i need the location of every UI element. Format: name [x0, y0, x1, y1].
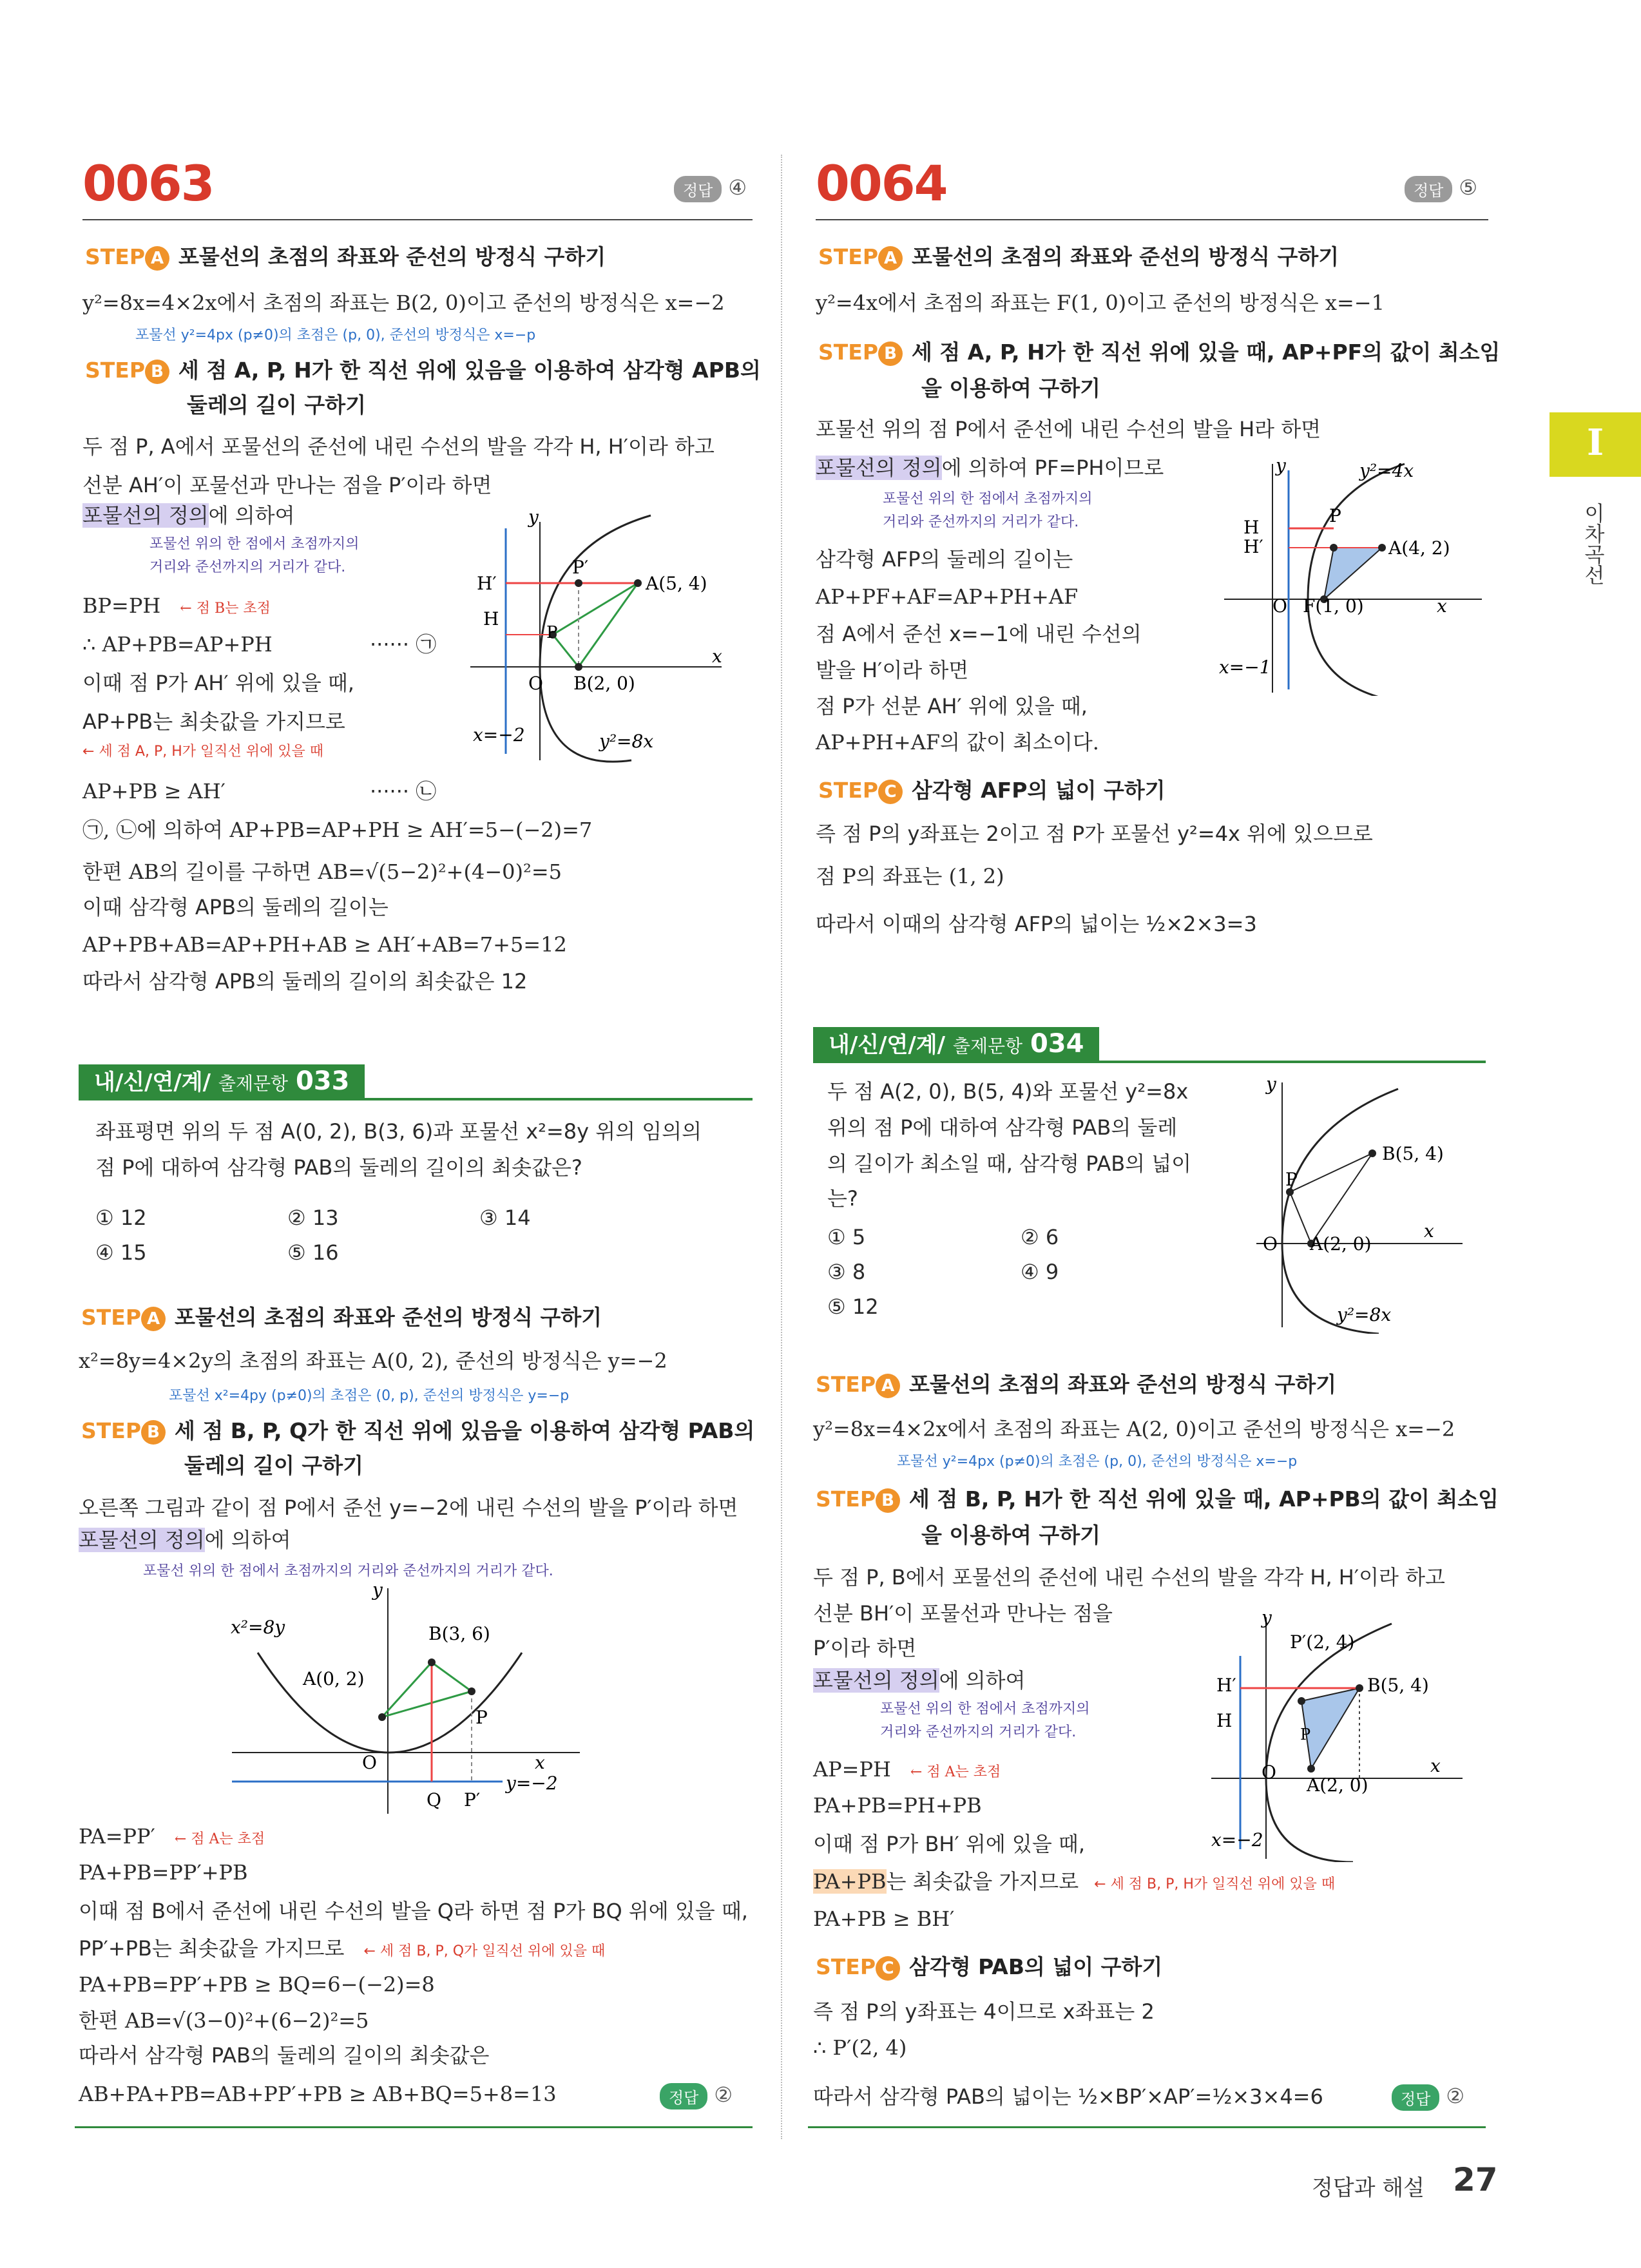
point-P: [1330, 544, 1338, 552]
label-directrix: x=−2: [473, 724, 525, 745]
label-curve: y²=4x: [1359, 460, 1414, 481]
label-curve: y²=8x: [599, 731, 654, 752]
text-line: 이때 점 P가 BH′ 위에 있을 때,: [813, 1832, 1085, 1856]
step-b-033-cont: 둘레의 길이 구하기: [184, 1453, 364, 1478]
note: 거리와 준선까지의 거리가 같다.: [149, 559, 346, 575]
figure-0063: [464, 509, 734, 767]
answer-034: [1392, 2084, 1464, 2111]
figure-034-question: [1250, 1076, 1469, 1334]
text-line: AP+PF+AF=AP+PH+AF: [816, 584, 1079, 609]
text-line: 오른쪽 그림과 같이 점 P에서 준선 y=−2에 내린 수선의 발을 P′이라 하면: [79, 1495, 738, 1520]
figure-0064: [1211, 451, 1495, 696]
point-A: [634, 579, 642, 587]
label-H-prime: H′: [1216, 1675, 1236, 1696]
note: 포물선 y²=4px (p≠0)의 초점은 (p, 0), 준선의 방정식은 x=−p: [135, 327, 536, 343]
choice: ② 13: [287, 1206, 339, 1230]
rule: [808, 2126, 1486, 2128]
choice: ⑤ 12: [827, 1294, 879, 1319]
label-P: P: [1300, 1725, 1311, 1744]
question-line: 좌표평면 위의 두 점 A(0, 2), B(3, 6)과 포물선 x²=8y 위의 임의의: [95, 1119, 702, 1144]
figure-033: [219, 1582, 593, 1820]
text-line: 따라서 삼각형 PAB의 넓이는 ½×BP′×AP′=½×3×4=6: [813, 2084, 1323, 2109]
question-line: 는?: [827, 1186, 858, 1211]
choice: ④ 9: [1021, 1260, 1059, 1284]
triangle-PAB: [382, 1662, 472, 1717]
text-line: 이때 점 P가 AH′ 위에 있을 때,: [82, 671, 354, 695]
text-line: BP=PH ← 점 B는 초점: [82, 593, 271, 618]
chapter-title: 이차곡선: [1581, 503, 1606, 585]
text-line: AP+PB+AB=AP+PH+AB ≥ AH′+AB=7+5=12: [82, 932, 567, 957]
label-curve: x²=8y: [231, 1617, 285, 1638]
triangle-APB: [553, 583, 638, 667]
parabola-curve: [258, 1653, 522, 1753]
text-line: y²=4x에서 초점의 좌표는 F(1, 0)이고 준선의 방정식은 x=−1: [816, 291, 1385, 315]
question-line: 두 점 A(2, 0), B(5, 4)와 포물선 y²=8x: [827, 1079, 1189, 1104]
text-line: 선분 AH′이 포물선과 만나는 점을 P′이라 하면: [82, 473, 492, 497]
note: 포물선 x²=4py (p≠0)의 초점은 (0, p), 준선의 방정식은 y=−p: [169, 1388, 570, 1404]
text-line: y²=8x=4×2x에서 초점의 좌표는 A(2, 0)이고 준선의 방정식은 x=−2: [813, 1417, 1455, 1441]
text-line: AP+PB는 최솟값을 가지므로: [82, 709, 345, 734]
text-line: PA+PB ≥ BH′: [813, 1907, 955, 1931]
answer-value: ②: [714, 2082, 733, 2107]
step-b-0064-cont: 을 이용하여 구하기: [921, 376, 1101, 401]
page-number: 27: [1453, 2161, 1498, 2198]
label-F: F(1, 0): [1303, 595, 1364, 617]
definition-line: 포물선의 정의에 의하여 PF=PH이므로: [816, 456, 1164, 480]
answer-value: ②: [1446, 2084, 1465, 2108]
step-b-034: STEP B 세 점 B, P, H가 한 직선 위에 있을 때, AP+PB의 값이 최소임: [816, 1486, 1499, 1512]
label-H: H: [483, 608, 499, 629]
text-line: y²=8x=4×2x에서 초점의 좌표는 B(2, 0)이고 준선의 방정식은 x=−2: [82, 291, 725, 315]
chapter-roman: I: [1587, 421, 1604, 464]
text-line: PA+PB=PH+PB: [813, 1793, 982, 1818]
label-curve: y²=8x: [1337, 1304, 1392, 1325]
text-line: 두 점 P, B에서 포물선의 준선에 내린 수선의 발을 각각 H, H′이라 하고: [813, 1565, 1445, 1590]
text-line: 따라서 삼각형 PAB의 둘레의 길이의 최솟값은: [79, 2043, 490, 2068]
note: ← 세 점 A, P, H가 일직선 위에 있을 때: [82, 744, 324, 760]
text-line: AP+PH+AF의 값이 최소이다.: [816, 730, 1099, 754]
label-B: B(2, 0): [573, 673, 635, 694]
step-b-0063: STEP B 세 점 A, P, H가 한 직선 위에 있음을 이용하여 삼각형 APB의: [85, 358, 761, 383]
point-A: [1378, 544, 1386, 552]
triangle-PAB: [1290, 1153, 1372, 1244]
point-B: [1356, 1684, 1363, 1692]
step-a-033: STEP A 포물선의 초점의 좌표와 준선의 방정식 구하기: [81, 1305, 602, 1330]
column-divider: [781, 155, 782, 2139]
label-B: B(5, 4): [1382, 1143, 1444, 1164]
footer-label: 정답과 해설: [1312, 2175, 1425, 2201]
point-A: [378, 1713, 386, 1721]
text-line: 점 A에서 준선 x=−1에 내린 수선의: [816, 622, 1142, 646]
label-directrix: x=−2: [1211, 1829, 1263, 1850]
step-c-0064: STEP C 삼각형 AFP의 넓이 구하기: [818, 778, 1166, 803]
note: 거리와 준선까지의 거리가 같다.: [883, 514, 1079, 530]
step-a-0063: STEP A 포물선의 초점의 좌표와 준선의 방정식 구하기: [85, 244, 606, 269]
text-line: 한편 AB의 길이를 구하면 AB=√(5−2)²+(4−0)²=5: [82, 860, 562, 884]
label-B: B(3, 6): [428, 1623, 490, 1644]
answer-0064: [1405, 175, 1477, 202]
answer-tag: 정답: [1392, 2084, 1439, 2111]
text-line: 선분 BH′이 포물선과 만나는 점을: [813, 1601, 1113, 1626]
label-P-prime: P′: [464, 1789, 481, 1811]
label-H: H: [1243, 517, 1260, 538]
question-line: 위의 점 P에 대하여 삼각형 PAB의 둘레: [827, 1115, 1178, 1140]
label-A: A(5, 4): [646, 573, 707, 594]
parabola-curve: [1308, 464, 1405, 599]
text-line: 즉 점 P의 y좌표는 2이고 점 P가 포물선 y²=4x 위에 있으므로: [816, 822, 1373, 846]
question-line: 의 길이가 최소일 때, 삼각형 PAB의 넓이: [827, 1151, 1192, 1176]
text-line: 두 점 P, A에서 포물선의 준선에 내린 수선의 발을 각각 H, H′이라 하고: [82, 434, 715, 459]
parabola-curve: [1282, 1089, 1398, 1244]
step-a-0064: STEP A 포물선의 초점의 좌표와 준선의 방정식 구하기: [818, 244, 1339, 269]
label-x: x: [1424, 1220, 1434, 1242]
text-line: 따라서 이때의 삼각형 AFP의 넓이는 ½×2×3=3: [816, 912, 1257, 936]
text-line: 포물선 위의 점 P에서 준선에 내린 수선의 발을 H라 하면: [816, 417, 1321, 441]
label-y: y: [1262, 1607, 1272, 1628]
figure-034-solution: [1198, 1604, 1482, 1862]
text-line: 점 P의 좌표는 (1, 2): [816, 864, 1004, 889]
label-origin: O: [1262, 1762, 1276, 1783]
text-line: PA+PB는 최솟값을 가지므로 ← 세 점 B, P, H가 일직선 위에 있을 때: [813, 1869, 1336, 1894]
label-A: A(4, 2): [1388, 537, 1450, 559]
label-directrix: x=−1: [1219, 657, 1271, 678]
text-line: 한편 AB=√(3−0)²+(6−2)²=5: [79, 2008, 369, 2033]
label-y: y: [528, 509, 539, 528]
point-A: [1307, 1765, 1315, 1773]
label-Q: Q: [427, 1789, 441, 1811]
definition-line: 포물선의 정의에 의하여: [79, 1528, 291, 1552]
step-b-034-cont: 을 이용하여 구하기: [921, 1523, 1101, 1548]
text-line: 즉 점 P의 y좌표는 4이므로 x좌표는 2: [813, 1999, 1155, 2024]
label-H: H: [1216, 1710, 1233, 1731]
label-A: A(0, 2): [303, 1668, 365, 1689]
problem-number-0064: 0064: [816, 155, 947, 212]
text-line: PA=PP′ ← 점 A는 초점: [79, 1824, 265, 1849]
triangle-AFP: [1324, 548, 1382, 599]
text-line: 이때 삼각형 APB의 둘레의 길이는: [82, 895, 389, 919]
label-origin: O: [362, 1752, 377, 1773]
label-y: y: [372, 1582, 383, 1600]
tag: ······ ㉡: [370, 779, 437, 803]
note: 포물선 위의 한 점에서 초점까지의: [880, 1701, 1090, 1717]
label-H-prime: H′: [1243, 536, 1263, 557]
text-line: ㉠, ㉡에 의하여 AP+PB=AP+PH ≥ AH′=5−(−2)=7: [82, 818, 593, 842]
text-line: x²=8y=4×2y의 초점의 좌표는 A(0, 2), 준선의 방정식은 y=−2: [79, 1349, 667, 1373]
answer-tag: 정답: [1405, 176, 1452, 202]
answer-value: ⑤: [1459, 175, 1478, 200]
label-x: x: [535, 1752, 545, 1773]
text-line: 이때 점 B에서 준선에 내린 수선의 발을 Q라 하면 점 P가 BQ 위에 있을 때,: [79, 1899, 748, 1923]
note: 포물선 y²=4px (p≠0)의 초점은 (p, 0), 준선의 방정식은 x=−p: [897, 1454, 1298, 1470]
text-line: 삼각형 AFP의 둘레의 길이는: [816, 547, 1073, 572]
text-line: AP+PB ≥ AH′: [82, 779, 226, 803]
choice: ① 12: [95, 1206, 147, 1230]
choice: ② 6: [1021, 1225, 1059, 1249]
definition-line: 포물선의 정의에 의하여: [813, 1668, 1026, 1693]
step-b-0064: STEP B 세 점 A, P, H가 한 직선 위에 있을 때, AP+PF의 값이 최소임: [818, 340, 1501, 365]
question-line: 점 P에 대하여 삼각형 PAB의 둘레의 길이의 최솟값은?: [95, 1155, 582, 1180]
label-x: x: [1430, 1755, 1441, 1776]
label-P-prime: P′(2, 4): [1290, 1631, 1355, 1653]
chapter-tab: [1550, 412, 1641, 477]
text-line: PA+PB=PP′+PB ≥ BQ=6−(−2)=8: [79, 1972, 435, 1997]
rule: [75, 2126, 753, 2128]
point-B: [1368, 1149, 1376, 1157]
rule: [816, 219, 1488, 220]
label-P: P: [1329, 505, 1341, 526]
label-P-prime: P′: [572, 557, 589, 578]
text-line: 점 P가 선분 AH′ 위에 있을 때,: [816, 694, 1088, 718]
connect-header-034: 내/신/연/계/ 출제문항 034: [813, 1027, 1486, 1066]
step-b-0063-cont: 둘레의 길이 구하기: [187, 392, 367, 418]
label-B: B(5, 4): [1367, 1675, 1429, 1696]
label-origin: O: [528, 673, 543, 694]
label-x: x: [712, 646, 722, 667]
label-y: y: [1266, 1076, 1276, 1095]
point-P: [1298, 1697, 1305, 1705]
step-c-034: STEP C 삼각형 PAB의 넓이 구하기: [816, 1954, 1163, 1979]
text-line: 따라서 삼각형 APB의 둘레의 길이의 최솟값은 12: [82, 969, 528, 994]
problem-number-0063: 0063: [82, 155, 214, 212]
label-P: P: [475, 1707, 488, 1728]
text-line: 발을 H′이라 하면: [816, 658, 969, 682]
label-directrix: y=−2: [506, 1773, 558, 1794]
text-line: AB+PA+PB=AB+PP′+PB ≥ AB+BQ=5+8=13: [79, 2082, 557, 2106]
connect-header-033: 내/신/연/계/ 출제문항 033: [79, 1064, 753, 1103]
note: 포물선 위의 한 점에서 초점까지의 거리와 준선까지의 거리가 같다.: [143, 1563, 553, 1579]
answer-0063: [674, 175, 747, 202]
note: 포물선 위의 한 점에서 초점까지의: [149, 536, 360, 552]
rule: [82, 219, 753, 220]
text-line: ∴ P′(2, 4): [813, 2035, 907, 2060]
label-H-prime: H′: [477, 573, 497, 594]
text-line: PP′+PB는 최솟값을 가지므로 ← 세 점 B, P, Q가 일직선 위에 있을 때: [79, 1936, 606, 1961]
answer-value: ④: [728, 175, 747, 200]
choice: ③ 14: [479, 1206, 531, 1230]
text-line: ∴ AP+PB=AP+PH: [82, 632, 273, 657]
answer-tag: 정답: [660, 2083, 707, 2109]
label-x: x: [1437, 595, 1447, 617]
choice: ④ 15: [95, 1240, 147, 1265]
point-B: [428, 1658, 436, 1666]
label-A: A(2, 0): [1307, 1774, 1368, 1796]
tag: ······ ㉠: [370, 632, 437, 657]
step-b-033: STEP B 세 점 B, P, Q가 한 직선 위에 있음을 이용하여 삼각형 PAB의: [81, 1418, 755, 1443]
point-P-prime: [575, 579, 582, 587]
label-A: A(2, 0): [1310, 1233, 1372, 1254]
point-B: [575, 663, 582, 671]
label-origin: O: [1272, 595, 1287, 617]
note: 거리와 준선까지의 거리가 같다.: [880, 1724, 1077, 1740]
label-P: P: [546, 623, 558, 642]
answer-tag: 정답: [674, 176, 722, 202]
label-P: P: [1285, 1169, 1298, 1190]
text-line: P′이라 하면: [813, 1636, 917, 1660]
label-y: y: [1276, 455, 1286, 476]
step-a-034: STEP A 포물선의 초점의 좌표와 준선의 방정식 구하기: [816, 1372, 1337, 1397]
choice: ⑤ 16: [287, 1240, 339, 1265]
text-line: AP=PH ← 점 A는 초점: [813, 1757, 1001, 1782]
definition-line: 포물선의 정의에 의하여: [82, 503, 295, 528]
choice: ① 5: [827, 1225, 866, 1249]
note: 포물선 위의 한 점에서 초점까지의: [883, 491, 1093, 507]
answer-033: [660, 2082, 733, 2109]
point-P: [468, 1687, 475, 1695]
choice: ③ 8: [827, 1260, 866, 1284]
label-origin: O: [1263, 1233, 1278, 1254]
text-line: PA+PB=PP′+PB: [79, 1860, 248, 1885]
